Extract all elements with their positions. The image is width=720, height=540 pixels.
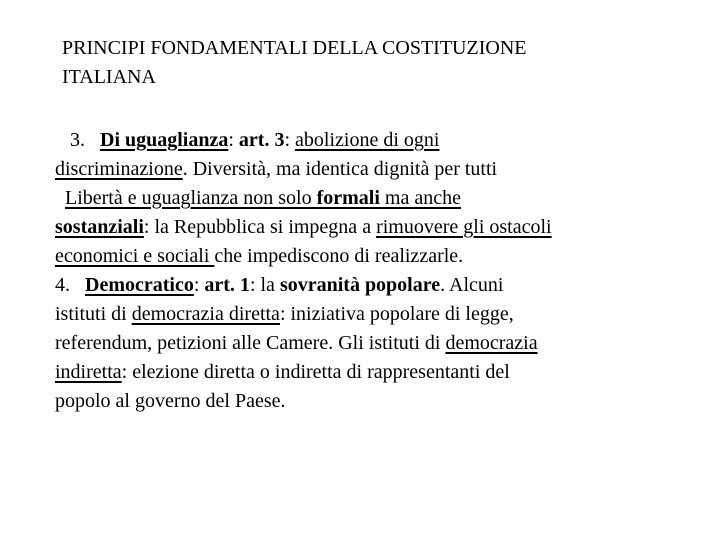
text-segment: 3. <box>55 129 100 151</box>
text-segment: ma anche <box>379 187 461 209</box>
text-segment: discriminazione <box>55 158 183 180</box>
text-segment: indiretta <box>55 361 122 383</box>
text-segment: Democratico <box>85 274 194 296</box>
text-segment: 4. <box>55 274 85 296</box>
text-segment: abolizione di ogni <box>295 129 440 151</box>
text-segment: che impediscono di realizzarle. <box>214 245 464 267</box>
text-segment: referendum, petizioni alle Camere. Gli istituti di <box>55 332 446 354</box>
text-segment: : la <box>249 274 280 296</box>
body-line-2 <box>55 155 675 184</box>
text-segment: : <box>193 274 205 296</box>
text-segment: Di uguaglianza <box>100 129 229 151</box>
body-line-7 <box>55 300 675 329</box>
text-segment: : la Repubblica si impegna a <box>143 216 377 238</box>
text-segment <box>55 187 65 209</box>
text-segment: democrazia diretta <box>131 303 280 325</box>
body-line-3 <box>55 184 675 213</box>
text-segment: formali <box>316 187 380 209</box>
text-segment: democrazia <box>445 332 538 354</box>
text-segment: art. 3 <box>238 129 285 151</box>
body-line-1 <box>55 126 675 155</box>
body-line-6 <box>55 271 675 300</box>
text-segment: istituti di <box>55 303 132 325</box>
text-segment: popolo al governo del Paese. <box>55 390 286 412</box>
text-segment: : iniziativa popolare di legge, <box>279 303 514 325</box>
text-segment: . Alcuni <box>440 274 504 296</box>
text-segment: : <box>228 129 239 151</box>
body-line-8 <box>55 329 675 358</box>
title-line-1: PRINCIPI FONDAMENTALI DELLA COSTITUZIONE <box>62 37 527 59</box>
text-segment: : elezione diretta o indiretta di rappresentanti del <box>121 361 510 383</box>
body-line-5 <box>55 242 675 271</box>
text-segment: art. 1 <box>204 274 250 296</box>
text-segment: Libertà e uguaglianza non solo <box>65 187 317 209</box>
body-line-10 <box>55 387 675 416</box>
text-segment: : <box>284 129 296 151</box>
text-segment: sovranità popolare <box>279 274 441 296</box>
title-line-2: ITALIANA <box>62 66 156 88</box>
slide-title <box>62 34 682 92</box>
body-line-4 <box>55 213 675 242</box>
slide-body <box>55 126 675 416</box>
text-segment: . Diversità, ma identica dignità per tutti <box>182 158 498 180</box>
text-segment: economici e sociali <box>55 245 215 267</box>
body-line-9 <box>55 358 675 387</box>
text-segment: sostanziali <box>55 216 144 238</box>
text-segment: rimuovere gli ostacoli <box>376 216 552 238</box>
